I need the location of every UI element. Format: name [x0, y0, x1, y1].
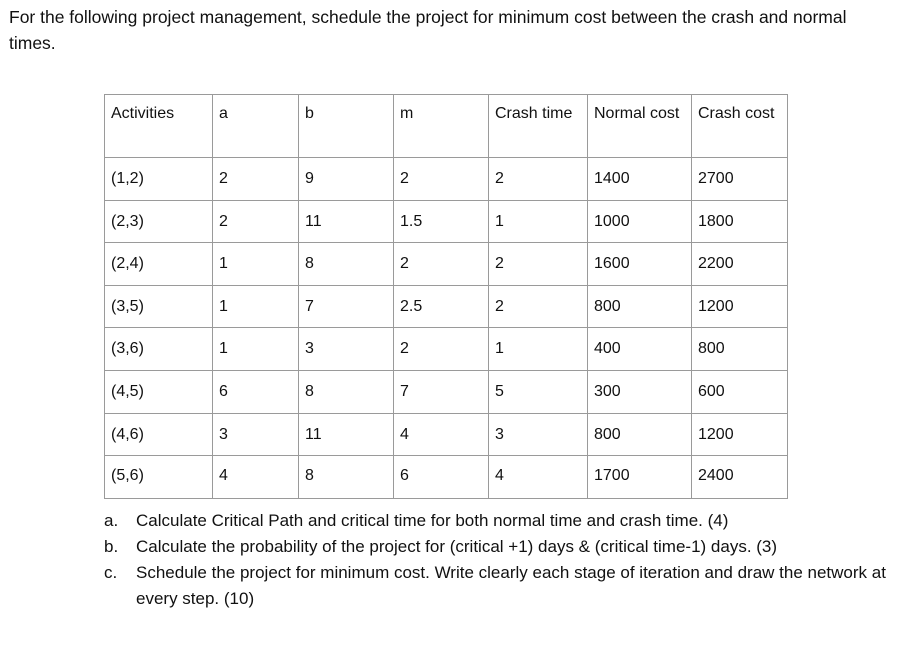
- cell-crash-time: 1: [489, 328, 588, 371]
- table-row: [105, 243, 788, 286]
- table-row: [105, 370, 788, 413]
- cell-crash-time: 2: [489, 158, 588, 201]
- cell-a: 4: [213, 456, 299, 499]
- cell-m: 2.5: [394, 285, 489, 328]
- cell-crash-time: 5: [489, 370, 588, 413]
- cell-activity: (3,5): [105, 285, 213, 328]
- cell-m: 1.5: [394, 200, 489, 243]
- cell-crash-cost: 800: [692, 328, 788, 371]
- cell-activity: (2,4): [105, 243, 213, 286]
- header-crash-time: Crash time: [489, 95, 588, 158]
- cell-b: 9: [299, 158, 394, 201]
- question-text: Schedule the project for minimum cost. Write clearly each stage of iteration and draw the network at every step. (10): [136, 563, 886, 608]
- header-b: b: [299, 95, 394, 158]
- question-text: Calculate the probability of the project for (critical +1) days & (critical time-1) days. (3): [136, 537, 778, 556]
- cell-crash-time: 1: [489, 200, 588, 243]
- cell-a: 2: [213, 200, 299, 243]
- cell-crash-cost: 1800: [692, 200, 788, 243]
- table-row: [105, 285, 788, 328]
- table-row: [105, 158, 788, 201]
- cell-crash-time: 3: [489, 413, 588, 456]
- table-row: [105, 328, 788, 371]
- cell-a: 3: [213, 413, 299, 456]
- header-activities: Activities: [105, 95, 213, 158]
- cell-activity: (2,3): [105, 200, 213, 243]
- cell-crash-cost: 2400: [692, 456, 788, 499]
- cell-crash-cost: 600: [692, 370, 788, 413]
- cell-crash-cost: 1200: [692, 413, 788, 456]
- question-marker: a.: [104, 511, 119, 530]
- cell-m: 2: [394, 158, 489, 201]
- cell-b: 7: [299, 285, 394, 328]
- cell-crash-time: 4: [489, 456, 588, 499]
- question-item: [104, 560, 894, 612]
- cell-b: 8: [299, 456, 394, 499]
- cell-normal-cost: 1600: [588, 243, 692, 286]
- cell-crash-cost: 2700: [692, 158, 788, 201]
- cell-crash-cost: 1200: [692, 285, 788, 328]
- cell-normal-cost: 1700: [588, 456, 692, 499]
- cell-crash-cost: 2200: [692, 243, 788, 286]
- cell-m: 4: [394, 413, 489, 456]
- cell-activity: (5,6): [105, 456, 213, 499]
- cell-b: 8: [299, 243, 394, 286]
- cell-a: 1: [213, 243, 299, 286]
- question-item: [104, 508, 894, 534]
- table-row: [105, 413, 788, 456]
- question-marker: c.: [104, 563, 118, 582]
- cell-m: 6: [394, 456, 489, 499]
- cell-b: 11: [299, 200, 394, 243]
- question-text: Calculate Critical Path and critical time for both normal time and crash time. (4): [136, 511, 729, 530]
- cell-normal-cost: 300: [588, 370, 692, 413]
- cell-b: 3: [299, 328, 394, 371]
- cell-normal-cost: 1000: [588, 200, 692, 243]
- cell-crash-time: 2: [489, 285, 588, 328]
- header-normal-cost: Normal cost: [588, 95, 692, 158]
- question-item: [104, 534, 894, 560]
- cell-normal-cost: 800: [588, 413, 692, 456]
- header-crash-cost: Crash cost: [692, 95, 788, 158]
- cell-crash-time: 2: [489, 243, 588, 286]
- cell-m: 2: [394, 243, 489, 286]
- cell-activity: (3,6): [105, 328, 213, 371]
- cell-activity: (1,2): [105, 158, 213, 201]
- question-marker: b.: [104, 537, 119, 556]
- table-row: [105, 456, 788, 499]
- table-row: [105, 200, 788, 243]
- cell-normal-cost: 400: [588, 328, 692, 371]
- header-a: a: [213, 95, 299, 158]
- cell-m: 2: [394, 328, 489, 371]
- intro-paragraph: For the following project management, schedule the project for minimum cost between the crash and normal times.: [9, 7, 847, 53]
- cell-b: 11: [299, 413, 394, 456]
- activity-table: [104, 94, 788, 499]
- cell-a: 1: [213, 285, 299, 328]
- cell-activity: (4,6): [105, 413, 213, 456]
- table-body: [105, 158, 788, 499]
- cell-activity: (4,5): [105, 370, 213, 413]
- cell-m: 7: [394, 370, 489, 413]
- cell-normal-cost: 800: [588, 285, 692, 328]
- cell-a: 6: [213, 370, 299, 413]
- cell-b: 8: [299, 370, 394, 413]
- header-m: m: [394, 95, 489, 158]
- question-list: [104, 508, 894, 612]
- table-header-row: [105, 95, 788, 158]
- cell-normal-cost: 1400: [588, 158, 692, 201]
- cell-a: 2: [213, 158, 299, 201]
- cell-a: 1: [213, 328, 299, 371]
